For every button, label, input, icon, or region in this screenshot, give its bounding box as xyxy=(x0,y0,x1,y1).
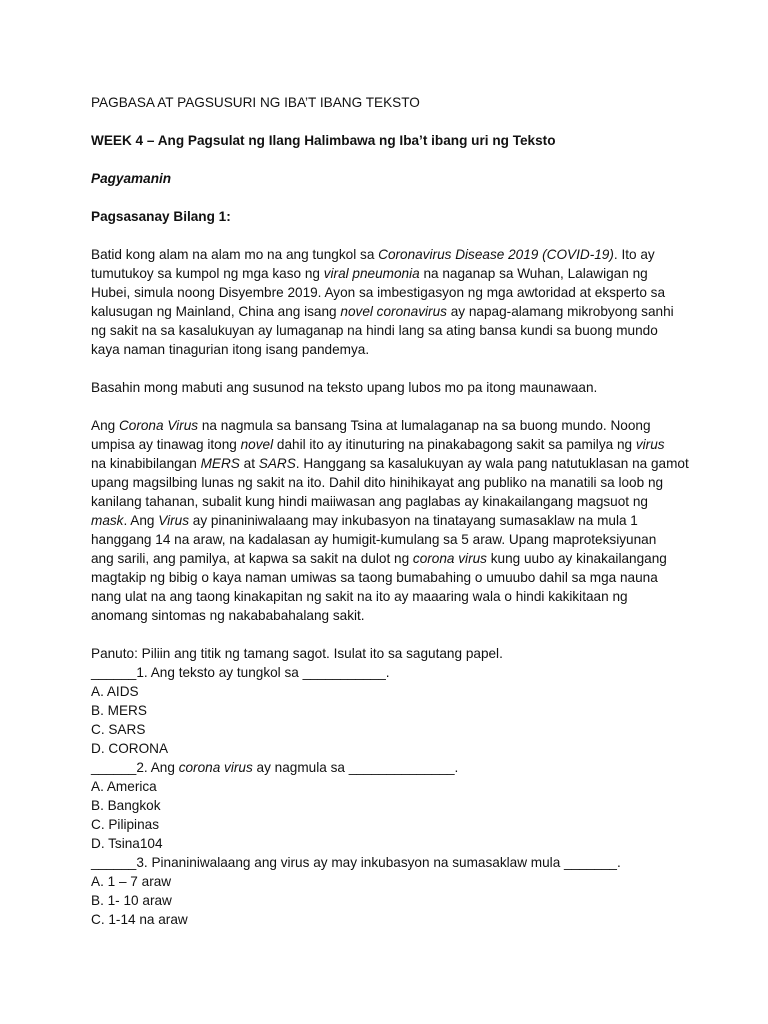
question-1: ______1. Ang teksto ay tungkol sa ___________. xyxy=(91,665,390,680)
q2-option-b: B. Bangkok xyxy=(91,798,161,813)
q1-option-c: C. SARS xyxy=(91,722,146,737)
section-title: Pagyamanin xyxy=(91,171,172,186)
passage-line: hanggang 14 na araw, na kadalasan ay humigit-kumulang sa 5 araw. Upang maproteksiyunan xyxy=(91,532,657,547)
passage-line: ang sarili, ang pamilya, at kapwa sa sakit na dulot ng corona virus kung uubo ay kinakailangang xyxy=(91,551,667,566)
intro-paragraph xyxy=(91,245,691,359)
question-3: ______3. Pinaniniwalaang ang virus ay may inkubasyon na sumasaklaw mula _______. xyxy=(91,855,621,870)
subject-title: PAGBASA AT PAGSUSURI NG IBA’T IBANG TEKSTO xyxy=(91,95,420,110)
intro-line: ng sakit na sa kasalukuyan ay lumaganap na hindi lang sa ating bansa kundi sa buong mundo xyxy=(91,323,658,338)
document-body xyxy=(91,93,691,929)
passage-line: na kinabibilangan MERS at SARS. Hanggang sa kasalukuyan ay wala pang natutuklasan na gamot xyxy=(91,456,689,471)
q1-option-d: D. CORONA xyxy=(91,741,169,756)
passage-line: anomang sintomas ng nakababahalang sakit. xyxy=(91,608,365,623)
passage-line: magtakip ng bibig o kaya naman umiwas sa taong bumabahing o umuubo dahil sa mga nauna xyxy=(91,570,658,585)
q3-option-c: C. 1-14 na araw xyxy=(91,912,188,927)
intro-line: Batid kong alam na alam mo na ang tungkol sa Coronavirus Disease 2019 (COVID-19). Ito ay xyxy=(91,247,655,262)
passage-line: nang ulat na ang taong kinakapitan ng sakit na ito ay maaaring wala o hindi kakikitaan ng xyxy=(91,589,628,604)
question-2: ______2. Ang corona virus ay nagmula sa ______________. xyxy=(91,760,459,775)
q3-option-b: B. 1- 10 araw xyxy=(91,893,172,908)
intro-line: tumutukoy sa kumpol ng mga kaso ng viral pneumonia na naganap sa Wuhan, Lalawigan ng xyxy=(91,266,648,281)
q1-option-b: B. MERS xyxy=(91,703,147,718)
passage-line: umpisa ay tinawag itong novel dahil ito ay itinuturing na pinakabagong sakit sa pamilya ng virus xyxy=(91,437,665,452)
q2-option-c: C. Pilipinas xyxy=(91,817,159,832)
quiz-section xyxy=(91,644,691,929)
exercise-title: Pagsasanay Bilang 1: xyxy=(91,209,231,224)
q2-option-a: A. America xyxy=(91,779,157,794)
passage-paragraph xyxy=(91,416,691,625)
reading-instruction: Basahin mong mabuti ang susunod na teksto upang lubos mo pa itong maunawaan. xyxy=(91,380,598,395)
week-title: WEEK 4 – Ang Pagsulat ng Ilang Halimbawa ng Iba’t ibang uri ng Teksto xyxy=(91,133,556,148)
passage-line: upang magsilbing lunas ng sakit na ito. Dahil dito hinihikayat ang publiko na manatili sa loob ng xyxy=(91,475,664,490)
q2-option-d: D. Tsina104 xyxy=(91,836,163,851)
quiz-directions: Panuto: Piliin ang titik ng tamang sagot. Isulat ito sa sagutang papel. xyxy=(91,646,503,661)
q3-option-a: A. 1 – 7 araw xyxy=(91,874,172,889)
passage-line: Ang Corona Virus na nagmula sa bansang Tsina at lumalaganap na sa buong mundo. Noong xyxy=(91,418,651,433)
passage-line: kanilang tahanan, subalit kung hindi maiiwasan ang paglabas ay kinakailangang magsuot ng xyxy=(91,494,648,509)
intro-line: kaya naman tinagurian itong isang pandemya. xyxy=(91,342,370,357)
intro-line: Hubei, simula noong Disyembre 2019. Ayon sa imbestigasyon ng mga awtoridad at eksperto sa xyxy=(91,285,666,300)
intro-line: kalusugan ng Mainland, China ang isang novel coronavirus ay napag-alamang mikrobyong sanhi xyxy=(91,304,674,319)
passage-line: mask. Ang Virus ay pinaniniwalaang may inkubasyon na tinatayang sumasaklaw na mula 1 xyxy=(91,513,638,528)
q1-option-a: A. AIDS xyxy=(91,684,139,699)
